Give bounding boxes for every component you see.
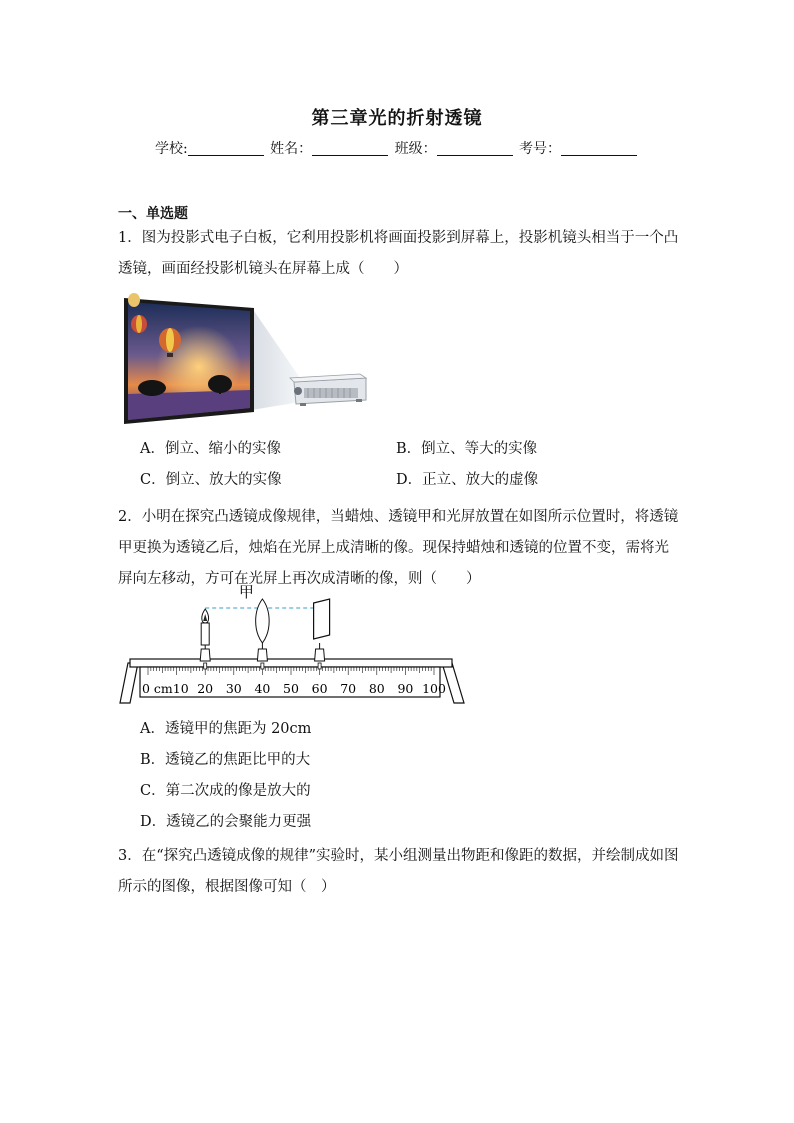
q2-option-c[interactable]: C．第二次成的像是放大的 [140, 783, 311, 799]
ruler-scale-labels [142, 681, 446, 696]
scale-label: 60 [311, 681, 328, 696]
lens-label: 甲 [238, 583, 254, 601]
holder-base [315, 649, 325, 661]
projector-whiteboard-figure [122, 290, 372, 426]
scale-label: 30 [225, 681, 242, 696]
question-2-stem: 2．小明在探究凸透镜成像规律，当蜡烛、透镜甲和光屏放置在如图所示位置时，将透镜甲更换为透镜乙后，烛焰在光屏上成清晰的像。现保持蜡烛和透镜的位置不变，需将光屏向左移动，方可在光屏上再次成清晰的像，则（ ） [118, 509, 679, 587]
class-blank[interactable] [437, 141, 513, 156]
lens-body [256, 599, 270, 643]
question-1-stem: 1．图为投影式电子白板，它利用投影机将画面投影到屏幕上，投影机镜头相当于一个凸透镜，画面经投影机镜头在屏幕上成（ ） [118, 230, 679, 277]
q1-option-a[interactable]: A．倒立、缩小的实像 [140, 441, 281, 457]
school-blank[interactable] [188, 141, 264, 156]
scale-label: 0 cm10 [142, 681, 189, 696]
projector-lens [294, 387, 302, 395]
convex-lens [256, 599, 270, 669]
exam-number-blank[interactable] [561, 141, 637, 156]
q1-option-b[interactable]: B．倒立、等大的实像 [396, 441, 538, 457]
bench-left-leg [120, 663, 138, 703]
holder-base [200, 649, 210, 661]
q1-option-d[interactable]: D．正立、放大的虚像 [396, 472, 539, 488]
bench-rail [130, 659, 452, 667]
candle-body [201, 623, 209, 645]
screen-panel [314, 599, 330, 639]
optical-bench-figure [118, 583, 466, 707]
exam-number-label: 考号： [519, 141, 562, 157]
page-title: 第三章光的折射透镜 [311, 108, 483, 129]
candle [200, 609, 210, 669]
school-label: 学校: [154, 141, 188, 157]
name-blank[interactable] [312, 141, 388, 156]
q1-option-c[interactable]: C．倒立、放大的实像 [140, 472, 282, 488]
scale-label: 70 [340, 681, 357, 696]
section-title: 一、单选题 [118, 206, 188, 222]
class-label: 班级： [394, 141, 437, 157]
balloon-3 [128, 293, 140, 307]
q2-option-d[interactable]: D．透镜乙的会聚能力更强 [140, 814, 312, 830]
question-3-stem: 3．在“探究凸透镜成像的规律”实验时，某小组测量出物距和像距的数据，并绘制成如图所示的图像，根据图像可知（ ） [118, 848, 679, 895]
student-info-line [0, 138, 794, 158]
holder-base [257, 649, 267, 661]
scale-label: 80 [368, 681, 385, 696]
q2-option-b[interactable]: B．透镜乙的焦距比甲的大 [140, 752, 311, 768]
name-label: 姓名： [270, 141, 313, 157]
projection-beam [252, 308, 300, 410]
scale-label: 90 [397, 681, 414, 696]
scale-label: 20 [197, 681, 214, 696]
scale-label: 40 [254, 681, 271, 696]
scale-label: 100 [422, 681, 446, 696]
q2-option-a[interactable]: A．透镜甲的焦距为 20cm [140, 721, 312, 737]
scale-label: 50 [283, 681, 299, 696]
